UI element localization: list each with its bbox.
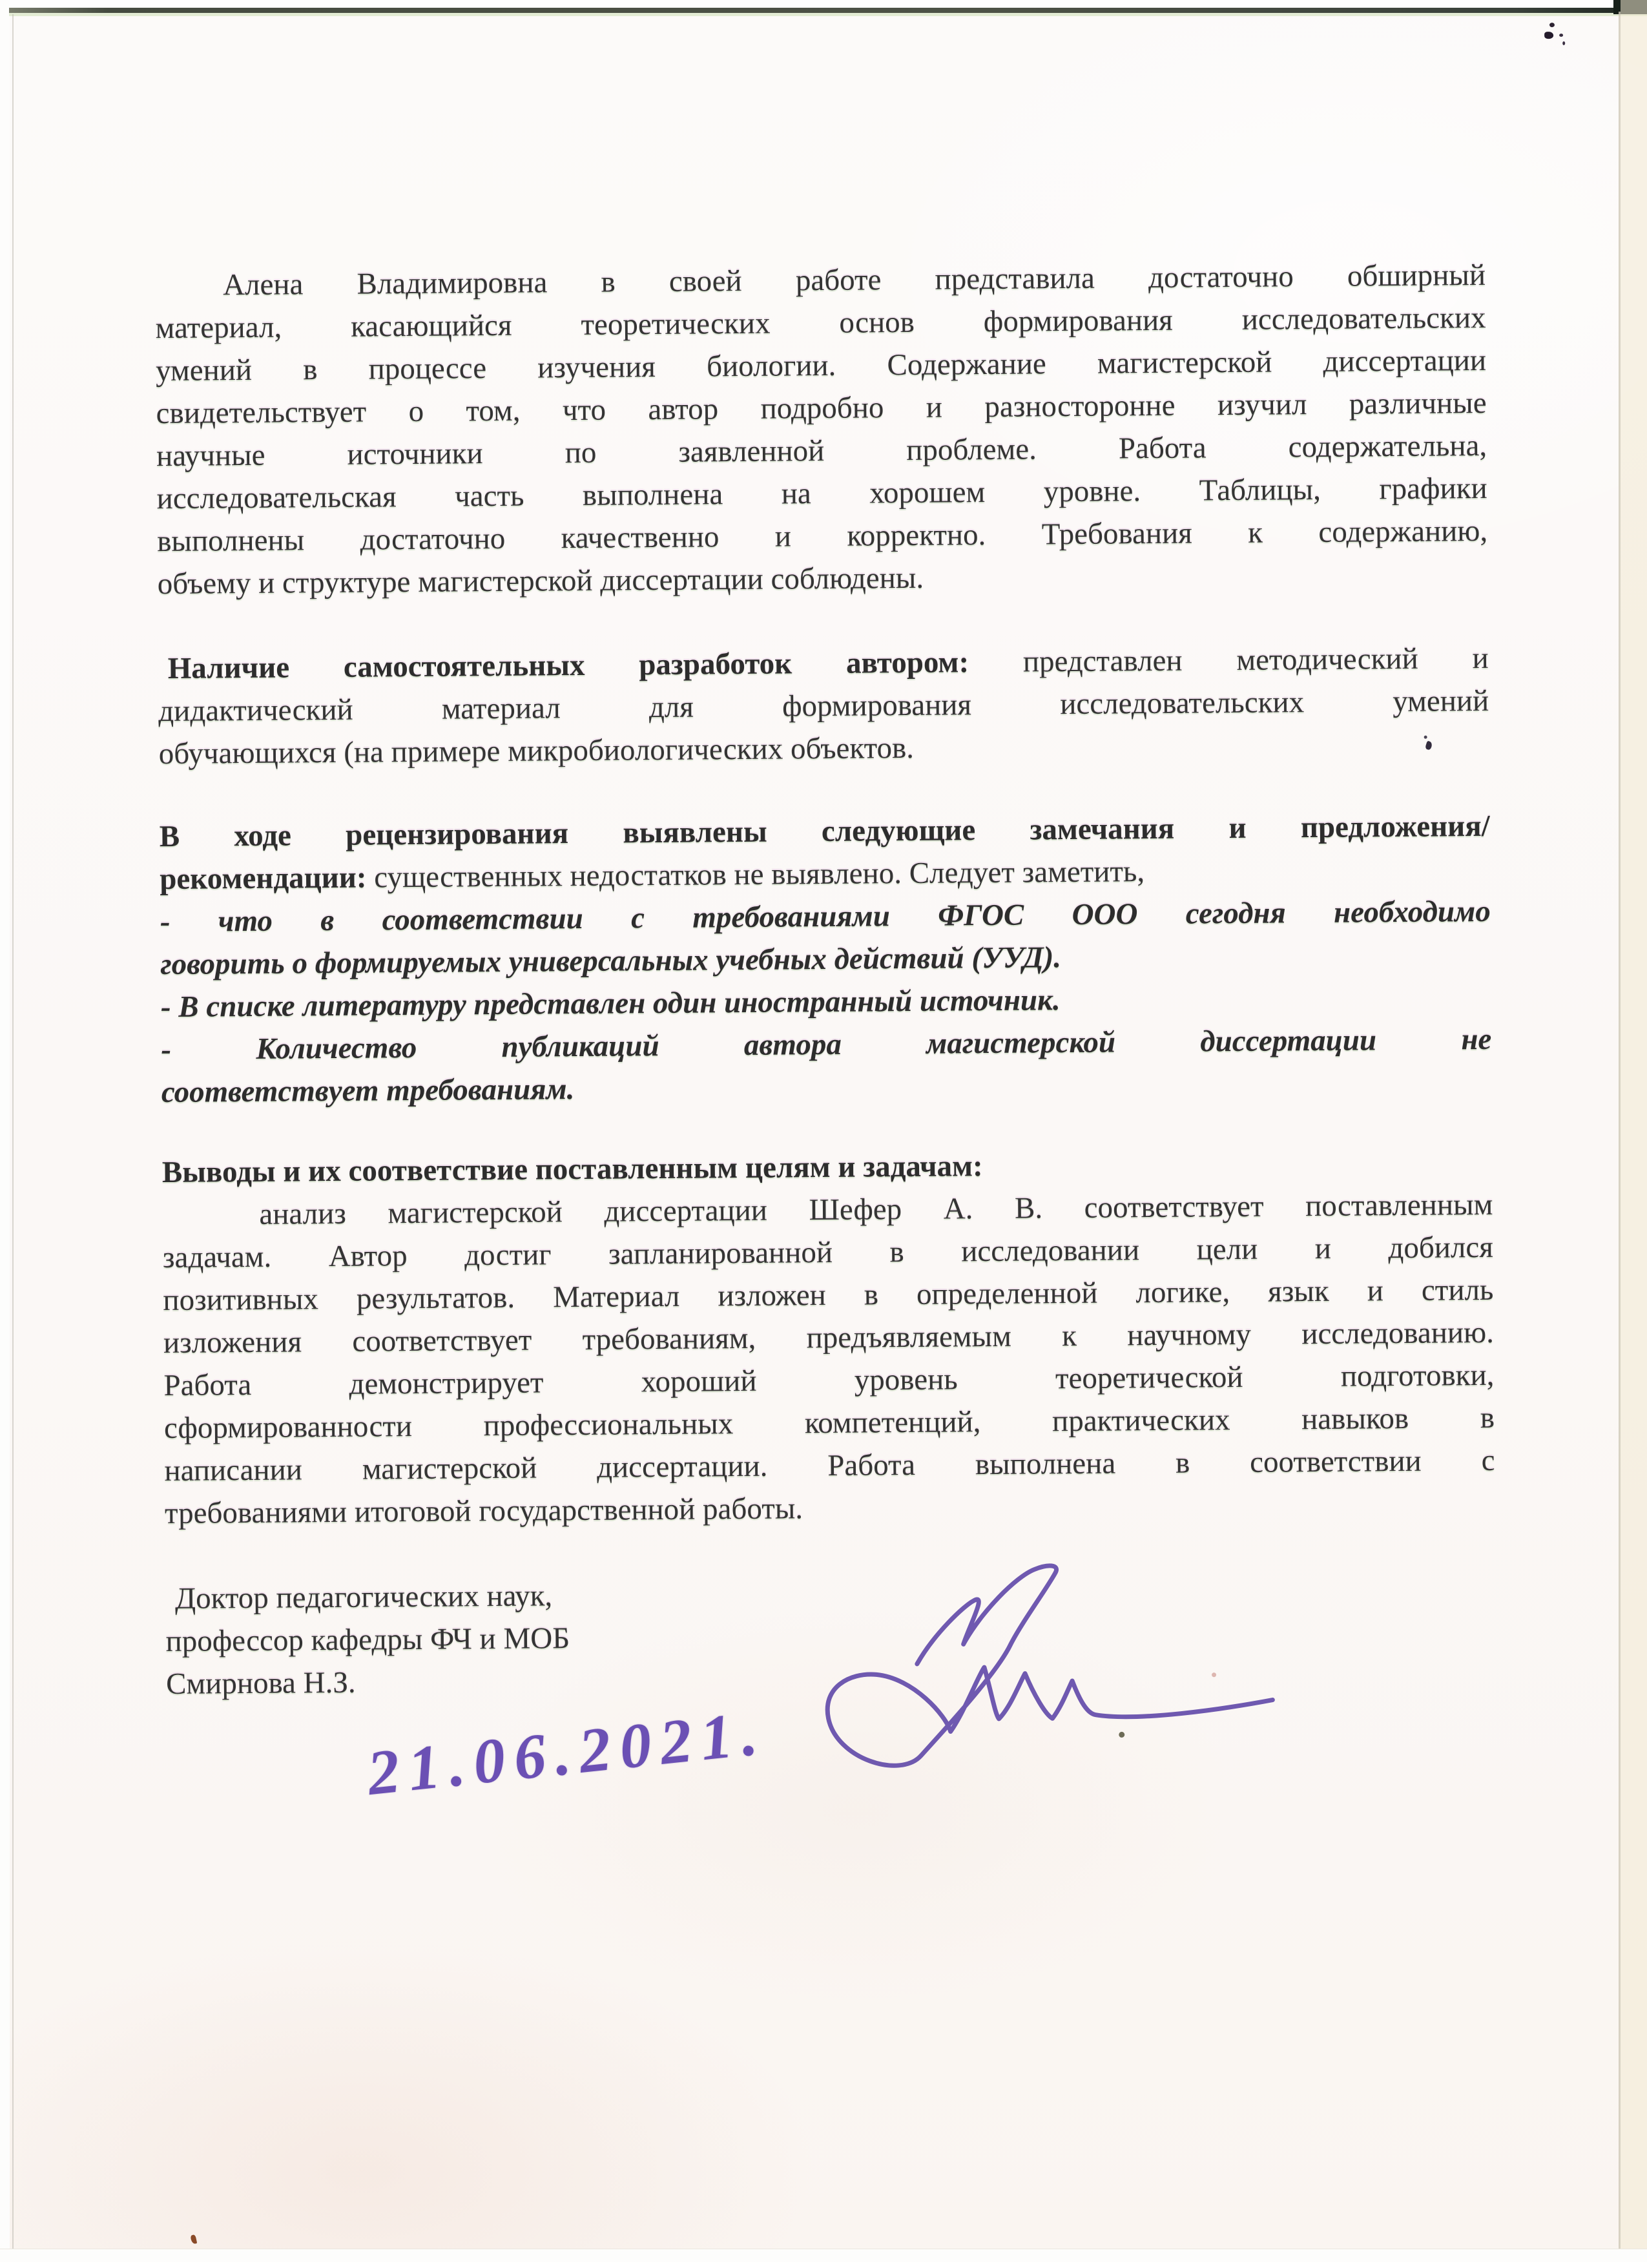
text-run: - что в соответствии с требованиями ФГОС ООО сегодня необходимо bbox=[160, 894, 1491, 939]
handwritten-signature bbox=[775, 1498, 1307, 1780]
text-run: умений в процессе изучения биологии. Содержание магистерской диссертации bbox=[155, 343, 1487, 388]
scan-edge-right-line bbox=[1619, 12, 1621, 2253]
text-run: Выводы и их соответствие поставленным целям и задачам: bbox=[161, 1149, 983, 1190]
text-run: позитивных результатов. Материал изложен в определенной логике, язык и стиль bbox=[163, 1273, 1494, 1318]
text-run: соответствует требованиям. bbox=[161, 1072, 575, 1110]
text-run: В ходе рецензирования выявлены следующие замечания и предложения/ bbox=[159, 809, 1490, 854]
scan-edge-top-line bbox=[9, 8, 1647, 13]
text-run: обучающихся (на примере микробиологических объектов. bbox=[158, 731, 915, 771]
text-run: Смирнова Н.З. bbox=[165, 1665, 356, 1701]
text-run: Доктор педагогических наук, bbox=[174, 1579, 553, 1616]
ink-speck bbox=[1424, 736, 1427, 739]
scan-edge-left bbox=[0, 0, 10, 2262]
text-run: дидактический материал для формирования исследовательских умений bbox=[158, 683, 1489, 729]
ink-speck bbox=[1559, 34, 1563, 37]
paper-blemish bbox=[1212, 1672, 1216, 1677]
paragraph-vyvody bbox=[162, 1141, 1496, 1535]
signature-ink-dot bbox=[1119, 1732, 1124, 1738]
paragraph-razrabotki bbox=[158, 637, 1489, 775]
text-run: задачам. Автор достиг запланированной в исследовании цели и добился bbox=[162, 1230, 1494, 1275]
text-run: профессор кафедры ФЧ и МОБ bbox=[165, 1621, 570, 1659]
text-run: объему и структуре магистерской диссертации соблюдены. bbox=[157, 561, 924, 601]
paper-blemish bbox=[190, 2234, 197, 2244]
text-run: требованиями итоговой государственной работы. bbox=[164, 1492, 803, 1531]
text-run: - Количество публикаций автора магистерской диссертации не bbox=[161, 1022, 1492, 1067]
scan-edge-right-tint bbox=[1621, 0, 1647, 2262]
scan-edge-bottom bbox=[0, 2249, 1647, 2262]
text-run: анализ магистерской диссертации Шефер А. В. соответствует поставленным bbox=[259, 1187, 1493, 1231]
text-run: - В списке литературу представлен один иностранный источник. bbox=[160, 983, 1061, 1025]
text-run: Работа демонстрирует хороший уровень теоретической подготовки, bbox=[163, 1358, 1495, 1403]
paragraph-intro bbox=[155, 254, 1488, 605]
text-run: исследовательская часть выполнена на хорошем уровне. Таблицы, графики bbox=[156, 471, 1487, 516]
text-run: представлен методический и bbox=[968, 641, 1489, 680]
text-run: Алена Владимировна в своей работе представила достаточно обширный bbox=[222, 258, 1486, 302]
text-run: Наличие самостоятельных разработок автором: bbox=[167, 645, 969, 685]
text-run: сформированности профессиональных компетенций, практических навыков в bbox=[163, 1400, 1495, 1446]
ink-speck bbox=[1549, 23, 1555, 27]
text-run: свидетельствует о том, что автор подробно и разносторонне изучил различные bbox=[156, 386, 1487, 431]
text-run: изложения соответствует требованиям, предъявляемым к научному исследованию. bbox=[163, 1315, 1495, 1360]
document-body-text bbox=[155, 254, 1497, 1705]
scan-edge-left-line bbox=[12, 14, 14, 2249]
text-run: выполнены достаточно качественно и корректно. Требования к содержанию, bbox=[156, 514, 1488, 559]
text-run: рекомендации: bbox=[160, 860, 367, 897]
paragraph-zamechaniya bbox=[160, 805, 1493, 1114]
scan-edge-top bbox=[0, 0, 1647, 8]
handwritten-date: 21.06.2021. bbox=[364, 1698, 770, 1809]
ink-speck bbox=[1562, 41, 1565, 45]
text-run: существенных недостатков не выявлено. Следует заметить, bbox=[366, 855, 1145, 895]
scan-edge-green-line bbox=[9, 13, 1647, 16]
signature-stroke bbox=[826, 1564, 1273, 1766]
text-run: говорить о формируемых универсальных учебных действий (УУД). bbox=[160, 941, 1062, 982]
text-run: научные источники по заявленной проблеме. Работа содержательна, bbox=[156, 428, 1487, 473]
text-run: материал, касающийся теоретических основ формирования исследовательских bbox=[155, 300, 1486, 346]
ink-speck bbox=[1544, 32, 1553, 39]
text-run: написании магистерской диссертации. Работа выполнена в соответствии с bbox=[164, 1443, 1495, 1488]
